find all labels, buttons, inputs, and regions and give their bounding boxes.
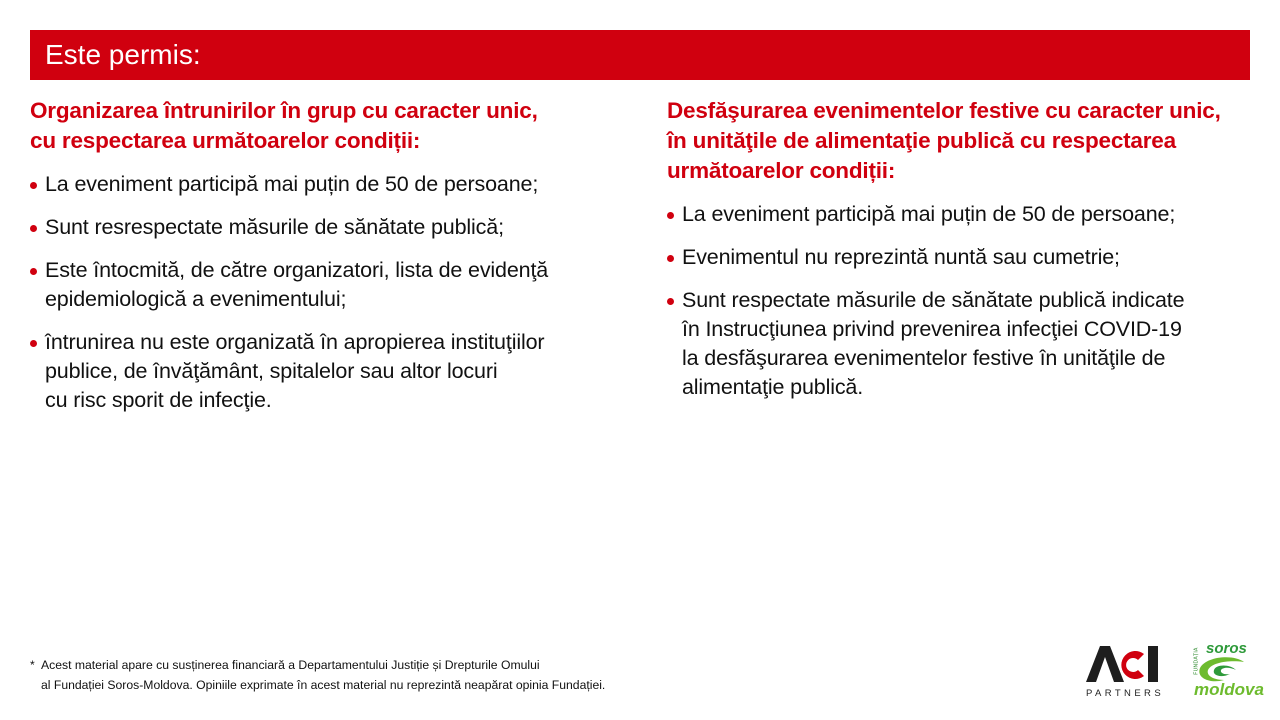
bullet-icon — [667, 298, 674, 305]
list-item — [30, 213, 630, 242]
list-item — [667, 200, 1267, 229]
bullet-icon — [667, 212, 674, 219]
footnote-line: al Fundației Soros-Moldova. Opiniile exprimate în acest material nu reprezintă neapărat opinia Fundației. — [41, 678, 606, 692]
aci-logo-mark — [1086, 644, 1162, 684]
item-line: alimentaţie publică. — [682, 375, 864, 399]
aci-partners-text: PARTNERS — [1086, 688, 1165, 699]
item-line: publice, de învăţământ, spitalelor sau altor locuri — [45, 359, 498, 383]
heading-line: următoarelor condiții: — [667, 158, 896, 183]
heading-line: Desfăşurarea evenimentelor festive cu caracter unic, — [667, 98, 1221, 123]
right-column-heading — [667, 96, 1267, 186]
title-bar — [30, 30, 1250, 80]
item-line: Evenimentul nu reprezintă nuntă sau cumetrie; — [682, 245, 1120, 269]
list-item — [30, 170, 630, 199]
left-column-heading — [30, 96, 630, 156]
aci-partners-logo — [1084, 644, 1164, 702]
list-item — [30, 256, 630, 314]
bullet-icon — [30, 340, 37, 347]
item-line: cu risc sporit de infecţie. — [45, 388, 272, 412]
footnote — [30, 655, 730, 695]
item-line: La eveniment participă mai puțin de 50 de persoane; — [45, 172, 539, 196]
item-line: Sunt resrespectate măsurile de sănătate publică; — [45, 215, 504, 239]
footnote-line: Acest material apare cu susținerea financiară a Departamentului Justiție și Drepturile Omului — [41, 658, 540, 672]
item-line: la desfăşurarea evenimentelor festive în unităţile de — [682, 346, 1166, 370]
item-line: Sunt respectate măsurile de sănătate publică indicate — [682, 288, 1185, 312]
left-column — [30, 96, 630, 429]
soros-side-text: FUNDAȚIA — [1193, 647, 1200, 675]
soros-bottom-text: moldova — [1194, 680, 1264, 699]
footnote-marker: * — [30, 658, 35, 672]
list-item — [30, 328, 630, 415]
heading-line: Organizarea întrunirilor în grup cu caracter unic, — [30, 98, 538, 123]
soros-moldova-logo — [1190, 640, 1264, 702]
item-line: Este întocmită, de către organizatori, lista de evidenţă — [45, 258, 549, 282]
bullet-icon — [30, 268, 37, 275]
item-line: întrunirea nu este organizată în apropierea instituţiilor — [45, 330, 545, 354]
item-line: La eveniment participă mai puțin de 50 de persoane; — [682, 202, 1176, 226]
bullet-icon — [30, 182, 37, 189]
item-line: în Instrucţiunea privind prevenirea infecţiei COVID-19 — [682, 317, 1182, 341]
heading-line: în unităţile de alimentaţie publică cu respectarea — [667, 128, 1176, 153]
page-title: Este permis: — [45, 39, 201, 70]
list-item — [667, 286, 1267, 402]
bullet-icon — [667, 255, 674, 262]
item-line: epidemiologică a evenimentului; — [45, 287, 347, 311]
soros-top-text: soros — [1206, 640, 1247, 657]
heading-line: cu respectarea următoarelor condiții: — [30, 128, 421, 153]
list-item — [667, 243, 1267, 272]
bullet-icon — [30, 225, 37, 232]
left-bullet-list — [30, 170, 630, 415]
right-column — [667, 96, 1267, 416]
right-bullet-list — [667, 200, 1267, 402]
